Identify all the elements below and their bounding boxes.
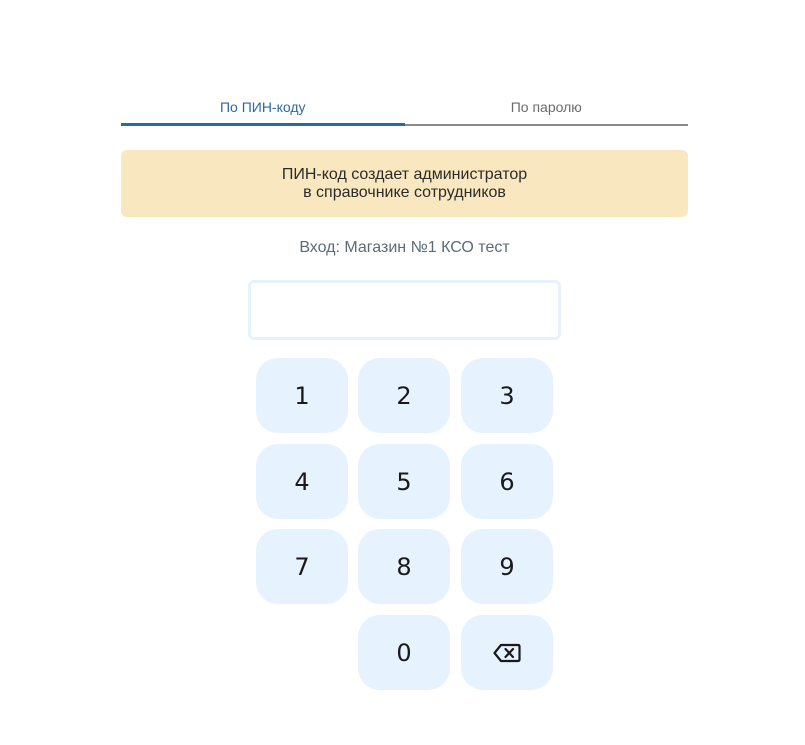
key-6-button[interactable]: 6 (461, 444, 553, 519)
backspace-button[interactable] (461, 615, 553, 690)
login-method-tabs (121, 96, 688, 126)
key-3-button[interactable]: 3 (461, 358, 553, 433)
pin-input[interactable] (248, 280, 561, 340)
login-store-label: Вход: Магазин №1 КСО тест (299, 239, 510, 256)
key-7-button[interactable]: 7 (256, 529, 348, 604)
key-1-button[interactable]: 1 (256, 358, 348, 433)
pin-keypad (256, 358, 553, 690)
tab-password[interactable]: По паролю (510, 99, 582, 115)
key-9-button[interactable]: 9 (461, 529, 553, 604)
key-4-button[interactable]: 4 (256, 444, 348, 519)
key-8-button[interactable]: 8 (358, 529, 450, 604)
backspace-icon (493, 643, 521, 663)
key-0-button[interactable]: 0 (358, 615, 450, 690)
tab-pin-code[interactable]: По ПИН-коду (121, 96, 405, 124)
key-5-button[interactable]: 5 (358, 444, 450, 519)
key-2-button[interactable]: 2 (358, 358, 450, 433)
notice-line-2: в справочнике сотрудников (303, 183, 506, 201)
notice-line-1: ПИН-код создает администратор (281, 165, 528, 183)
pin-info-notice (121, 150, 688, 217)
